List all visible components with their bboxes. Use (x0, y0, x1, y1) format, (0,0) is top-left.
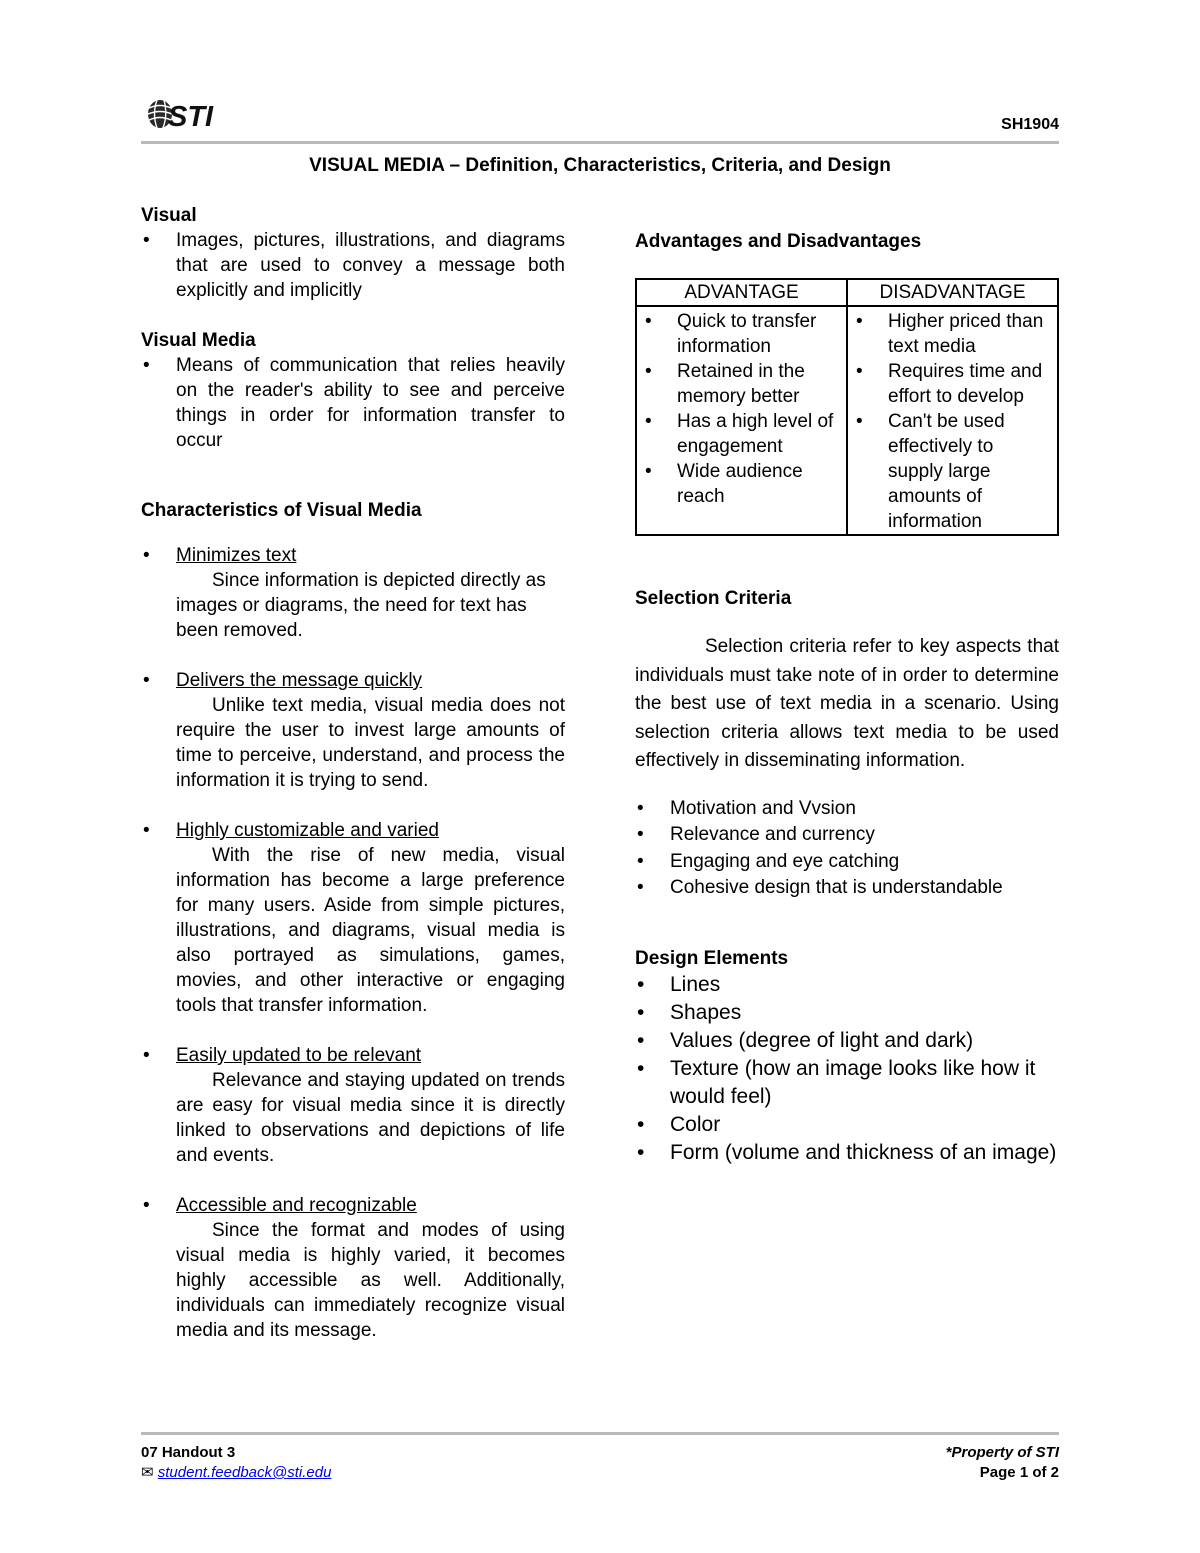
list-item: • Means of communication that relies heavily on the reader's ability to see and perceive things in order for information transfer to occur (143, 355, 565, 451)
bullet-icon: • (637, 1112, 645, 1136)
bullet-icon: • (856, 311, 863, 332)
handout-label: 07 Handout 3 (141, 1444, 236, 1461)
list-item: • Engaging and eye catching (635, 849, 1059, 876)
disadvantage-cell (847, 306, 1058, 535)
list-item: • Form (volume and thickness of an image) (635, 1139, 1059, 1167)
bullet-icon: • (143, 1195, 150, 1216)
disadvantage-list (854, 309, 1051, 534)
characteristic-title: Minimizes text (176, 545, 297, 566)
characteristic-title: Accessible and recognizable (176, 1195, 417, 1216)
bullet-icon: • (637, 1000, 645, 1024)
advantage-column-header: ADVANTAGE (636, 279, 847, 306)
bullet-icon: • (637, 1140, 645, 1164)
page-number: Page 1 of 2 (979, 1464, 1059, 1481)
bullet-icon: • (143, 820, 150, 841)
property-label: *Property of STI (945, 1444, 1059, 1461)
selection-criteria-list (635, 796, 1059, 902)
characteristic-body: Since the format and modes of using visual media is highly varied, it becomes highly accessible as well. Additionally, individuals can immediately recognize visual media and its message. (176, 1220, 565, 1341)
design-elements-heading: Design Elements (635, 947, 789, 969)
design-elements-section (635, 946, 1059, 1167)
selection-criteria-paragraph: Selection criteria refer to key aspects that individuals must take note of in order to determine the best use of text media in a scenario. Using selection criteria allows text media to be used effectively in disseminating information. (635, 636, 1059, 771)
characteristic-item (141, 668, 565, 793)
list-item: • Motivation and Vvsion (635, 796, 1059, 823)
characteristic-body: Relevance and staying updated on trends are easy for visual media since it is directly linked to observations and depictions of life and events. (176, 1070, 565, 1166)
advantages-table (635, 278, 1059, 536)
characteristic-item (141, 543, 565, 643)
list-item: • Relevance and currency (635, 822, 1059, 849)
footer-divider (141, 1432, 1059, 1435)
list-item: • Lines (635, 971, 1059, 999)
bullet-icon: • (637, 797, 644, 819)
bullet-icon: • (143, 355, 150, 376)
bullet-icon: • (143, 1045, 150, 1066)
characteristic-title: Easily updated to be relevant (176, 1045, 422, 1066)
bullet-icon: • (143, 545, 150, 566)
bullet-icon: • (143, 670, 150, 691)
bullet-icon: • (637, 972, 645, 996)
feedback-email-link[interactable]: student.feedback@sti.edu (157, 1464, 332, 1481)
footer-left (141, 1443, 331, 1483)
list-item: • Images, pictures, illustrations, and diagrams that are used to convey a message both explicitly and implicitly (143, 230, 565, 301)
header-divider (141, 141, 1059, 144)
bullet-icon: • (637, 1056, 645, 1080)
list-item: • Wide audience reach (645, 461, 803, 507)
design-elements-list (635, 971, 1059, 1167)
characteristic-body: Unlike text media, visual media does not require the user to invest large amounts of time to perceive, understand, and process the information it is trying to send. (176, 695, 565, 791)
characteristic-item (141, 1043, 565, 1168)
characteristic-item (141, 1193, 565, 1343)
list-item: • Requires time and effort to develop (856, 361, 1043, 407)
envelope-icon: ✉ (141, 1464, 154, 1481)
disadvantage-column-header: DISADVANTAGE (847, 279, 1058, 306)
selection-criteria-heading: Selection Criteria (635, 588, 792, 609)
document-code: SH1904 (1001, 116, 1059, 133)
list-item: • Values (degree of light and dark) (635, 1027, 1059, 1055)
list-item: • Texture (how an image looks like how it would feel) (637, 1056, 1036, 1108)
list-item: • Can't be used effectively to supply large amounts of information (856, 411, 1005, 532)
list-item: • Has a high level of engagement (645, 411, 834, 457)
characteristics-list (141, 543, 565, 1343)
bullet-icon: • (645, 411, 652, 432)
bullet-icon: • (856, 411, 863, 432)
advantages-heading: Advantages and Disadvantages (635, 231, 922, 252)
bullet-icon: • (645, 461, 652, 482)
bullet-icon: • (637, 877, 644, 898)
list-item: • Cohesive design that is understandable (635, 875, 1059, 902)
characteristic-body: Since information is depicted directly as images or diagrams, the need for text has been removed. (176, 570, 546, 641)
list-item: • Quick to transfer information (645, 311, 817, 357)
visual-media-list (141, 353, 565, 453)
visual-heading: Visual (141, 205, 197, 226)
visual-media-heading: Visual Media (141, 330, 256, 351)
advantage-list (643, 309, 840, 509)
bullet-icon: • (637, 1028, 645, 1052)
sti-globe-icon (146, 94, 226, 134)
bullet-icon: • (645, 361, 652, 382)
bullet-icon: • (637, 850, 644, 872)
list-item: • Higher priced than text media (856, 311, 1044, 357)
bullet-icon: • (856, 361, 863, 382)
footer-right (946, 1443, 1059, 1483)
left-column (141, 203, 565, 1343)
bullet-icon: • (637, 824, 644, 845)
bullet-icon: • (143, 230, 150, 251)
list-item: • Shapes (635, 999, 1059, 1027)
characteristic-body: With the rise of new media, visual information has become a large preference for many users. Aside from simple pictures, illustrations, and diagrams, visual media is also portrayed as simulations, games, movies, and other interactive or engaging tools that transfer information. (176, 845, 565, 1016)
sti-logo (146, 94, 226, 134)
list-item: • Color (635, 1111, 1059, 1139)
right-column (635, 229, 1059, 1167)
visual-list (141, 228, 565, 303)
footer-email-line (141, 1463, 331, 1483)
characteristic-item (141, 818, 565, 1018)
list-item: • Retained in the memory better (645, 361, 805, 407)
page-title: VISUAL MEDIA – Definition, Characteristics, Criteria, and Design (309, 155, 891, 176)
characteristic-title: Highly customizable and varied (176, 820, 439, 841)
characteristics-heading: Characteristics of Visual Media (141, 500, 422, 521)
bullet-icon: • (645, 311, 652, 332)
logo-text: STI (168, 101, 214, 133)
characteristic-title: Delivers the message quickly (176, 670, 423, 691)
advantage-cell (636, 306, 847, 535)
